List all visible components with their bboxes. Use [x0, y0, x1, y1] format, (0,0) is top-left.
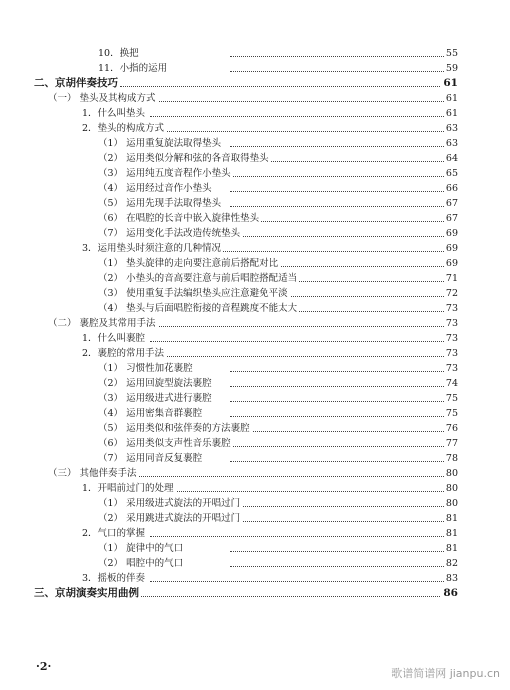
toc-entry-title: （1） 垫头旋律的走向要注意前后搭配对比 — [98, 258, 279, 269]
toc-entry-title: （3） 使用重复手法编织垫头应注意避免平淡 — [98, 288, 288, 299]
page-number: ·2· — [36, 660, 52, 673]
toc-entry — [0, 181, 510, 196]
toc-entry-page: 73 — [445, 348, 458, 359]
toc-entry-title: 二、京胡伴奏技巧 — [34, 77, 118, 89]
toc-entry-page: 61 — [443, 77, 458, 89]
toc-entry-page: 63 — [445, 123, 458, 134]
toc-entry-page: 78 — [445, 453, 458, 464]
toc-entry-title: （三） 其他伴奏手法 — [48, 468, 137, 479]
toc-entry-title: （1） 采用级进式旋法的开唱过门 — [98, 498, 241, 509]
toc-entry-page: 82 — [445, 558, 458, 569]
dot-leader — [230, 146, 452, 147]
toc-entry-page: 71 — [445, 273, 458, 284]
toc-entry-page: 61 — [445, 93, 458, 104]
dot-leader — [230, 416, 452, 417]
toc-entry — [0, 361, 510, 376]
dot-leader — [230, 236, 452, 237]
toc-entry-title: （1） 习惯性加花裹腔 — [98, 363, 193, 374]
toc-entry — [0, 541, 510, 556]
toc-entry-page: 74 — [445, 378, 458, 389]
dot-leader — [230, 386, 452, 387]
toc-entry-page: 81 — [445, 513, 458, 524]
toc-entry-page: 80 — [445, 498, 458, 509]
toc-entry — [0, 226, 510, 241]
toc-entry — [0, 121, 510, 136]
toc-entry-title: （5） 运用类似和弦伴奏的方法裹腔 — [98, 423, 250, 434]
toc-entry-page: 67 — [445, 198, 458, 209]
toc-entry-page: 69 — [445, 258, 458, 269]
dot-leader — [230, 56, 452, 57]
dot-leader — [150, 356, 452, 357]
toc-entry — [0, 391, 510, 406]
dot-leader — [230, 371, 452, 372]
toc-entry-title: （1） 旋律中的气口 — [98, 543, 184, 554]
toc-entry — [0, 46, 510, 61]
toc-entry-page: 83 — [445, 573, 458, 584]
toc-entry — [0, 436, 510, 451]
dot-leader — [230, 446, 452, 447]
dot-leader — [150, 341, 452, 342]
toc-entry-page: 81 — [445, 543, 458, 554]
toc-entry — [0, 346, 510, 361]
toc-entry — [0, 271, 510, 286]
toc-entry — [0, 571, 510, 586]
toc-entry-page: 76 — [445, 423, 458, 434]
toc-entry — [0, 151, 510, 166]
toc-entry-title: （2） 小垫头的音高要注意与前后唱腔搭配适当 — [98, 273, 298, 284]
toc-entry-page: 80 — [445, 468, 458, 479]
dot-leader — [230, 191, 452, 192]
toc-entry-page: 65 — [445, 168, 458, 179]
toc-entry-title: 10．换把 — [98, 48, 139, 59]
toc-entry-title: （1） 运用重复旋法取得垫头 — [98, 138, 222, 149]
toc-entry-page: 69 — [445, 228, 458, 239]
dot-leader — [150, 581, 452, 582]
toc-entry-title: （4） 垫头与后面唱腔衔接的音程跳度不能太大 — [98, 303, 298, 314]
toc-entry — [0, 196, 510, 211]
toc-entry-title: （2） 运用类似分解和弦的各音取得垫头 — [98, 153, 269, 164]
dot-leader — [120, 596, 452, 597]
toc-entry-title: 1．什么叫垫头 — [82, 108, 146, 119]
toc-entry-page: 63 — [445, 138, 458, 149]
toc-entry-page: 72 — [445, 288, 458, 299]
toc-entry-title: 2．裹腔的常用手法 — [82, 348, 165, 359]
toc-entry-title: （2） 唱腔中的气口 — [98, 558, 184, 569]
dot-leader — [120, 86, 452, 87]
dot-leader — [230, 401, 452, 402]
dot-leader — [230, 221, 452, 222]
toc-entry — [0, 136, 510, 151]
toc-entry-title: （6） 在唱腔的长音中嵌入旋律性垫头 — [98, 213, 260, 224]
toc-entry-title: （4） 运用经过音作小垫头 — [98, 183, 212, 194]
toc-entry — [0, 301, 510, 316]
toc-entry-title: 11．小指的运用 — [98, 63, 168, 74]
toc-entry — [0, 76, 510, 91]
toc-entry — [0, 496, 510, 511]
toc-entry-title: （4） 运用密集音群裹腔 — [98, 408, 203, 419]
toc-entry — [0, 421, 510, 436]
toc-entry-page: 77 — [445, 438, 458, 449]
toc-entry-title: 3．摇板的伴奏 — [82, 573, 146, 584]
toc-entry — [0, 376, 510, 391]
toc-entry-title: 3．运用垫头时须注意的几种情况 — [82, 243, 222, 254]
watermark: 歌谱简谱网 jianpu.cn — [391, 667, 500, 680]
toc-entry-title: （6） 运用类似支声性音乐裹腔 — [98, 438, 231, 449]
toc-entry-title: 1．什么叫裹腔 — [82, 333, 146, 344]
toc-entry-page: 81 — [445, 528, 458, 539]
toc-entry-page: 75 — [445, 408, 458, 419]
toc-entry-page: 64 — [445, 153, 458, 164]
dot-leader — [230, 461, 452, 462]
dot-leader — [150, 491, 452, 492]
toc-entry-page: 61 — [445, 108, 458, 119]
toc-entry — [0, 106, 510, 121]
dot-leader — [230, 506, 452, 507]
toc-entry-page: 75 — [445, 393, 458, 404]
toc-entry-title: （二） 裹腔及其常用手法 — [48, 318, 156, 329]
toc-entry-title: 2．气口的掌握 — [82, 528, 146, 539]
toc-entry — [0, 61, 510, 76]
toc-entry-title: （一） 垫头及其构成方式 — [48, 93, 156, 104]
toc-entry — [0, 511, 510, 526]
toc-entry-page: 73 — [445, 333, 458, 344]
toc-entry — [0, 241, 510, 256]
toc-entry-title: （5） 运用先现手法取得垫头 — [98, 198, 222, 209]
toc-entry-title: 三、京胡演奏实用曲例 — [34, 587, 139, 599]
toc-entry-page: 80 — [445, 483, 458, 494]
toc-entry-page: 66 — [445, 183, 458, 194]
toc-entry-page: 55 — [445, 48, 458, 59]
toc-entry-title: （3） 运用级进式进行裹腔 — [98, 393, 212, 404]
toc-entry — [0, 586, 510, 601]
dot-leader — [150, 536, 452, 537]
toc-entry — [0, 286, 510, 301]
toc-entry — [0, 451, 510, 466]
toc-entry-page: 69 — [445, 243, 458, 254]
toc-entry-title: （3） 运用纯五度音程作小垫头 — [98, 168, 231, 179]
dot-leader — [230, 551, 452, 552]
toc-entry — [0, 256, 510, 271]
toc-entry — [0, 466, 510, 481]
dot-leader — [230, 206, 452, 207]
dot-leader — [230, 176, 452, 177]
dot-leader — [130, 326, 452, 327]
dot-leader — [230, 71, 452, 72]
dot-leader — [150, 116, 452, 117]
dot-leader — [230, 521, 452, 522]
toc-entry-title: 1．开唱前过门的处理 — [82, 483, 174, 494]
toc-entry — [0, 526, 510, 541]
toc-entry-title: （2） 运用回旋型旋法裹腔 — [98, 378, 212, 389]
toc-entry-page: 73 — [445, 363, 458, 374]
toc-entry-title: （7） 运用同音反复裹腔 — [98, 453, 203, 464]
toc-entry — [0, 556, 510, 571]
toc-entry-title: （2） 采用跳进式旋法的开唱过门 — [98, 513, 241, 524]
toc-entry-page: 67 — [445, 213, 458, 224]
toc-entry-page: 73 — [445, 303, 458, 314]
toc-entry-title: （7） 运用变化手法改造传统垫头 — [98, 228, 241, 239]
dot-leader — [150, 131, 452, 132]
toc-entry — [0, 316, 510, 331]
toc-entry — [0, 406, 510, 421]
dot-leader — [130, 101, 452, 102]
toc-entry-page: 73 — [445, 318, 458, 329]
dot-leader — [230, 431, 452, 432]
toc-entry — [0, 166, 510, 181]
toc-entry — [0, 211, 510, 226]
toc-entry-title: 2．垫头的构成方式 — [82, 123, 165, 134]
toc-entry-page: 59 — [445, 63, 458, 74]
toc-entry — [0, 91, 510, 106]
dot-leader — [230, 566, 452, 567]
toc-entry — [0, 331, 510, 346]
toc-entry — [0, 481, 510, 496]
dot-leader — [130, 476, 452, 477]
toc-entry-page: 86 — [443, 587, 458, 599]
